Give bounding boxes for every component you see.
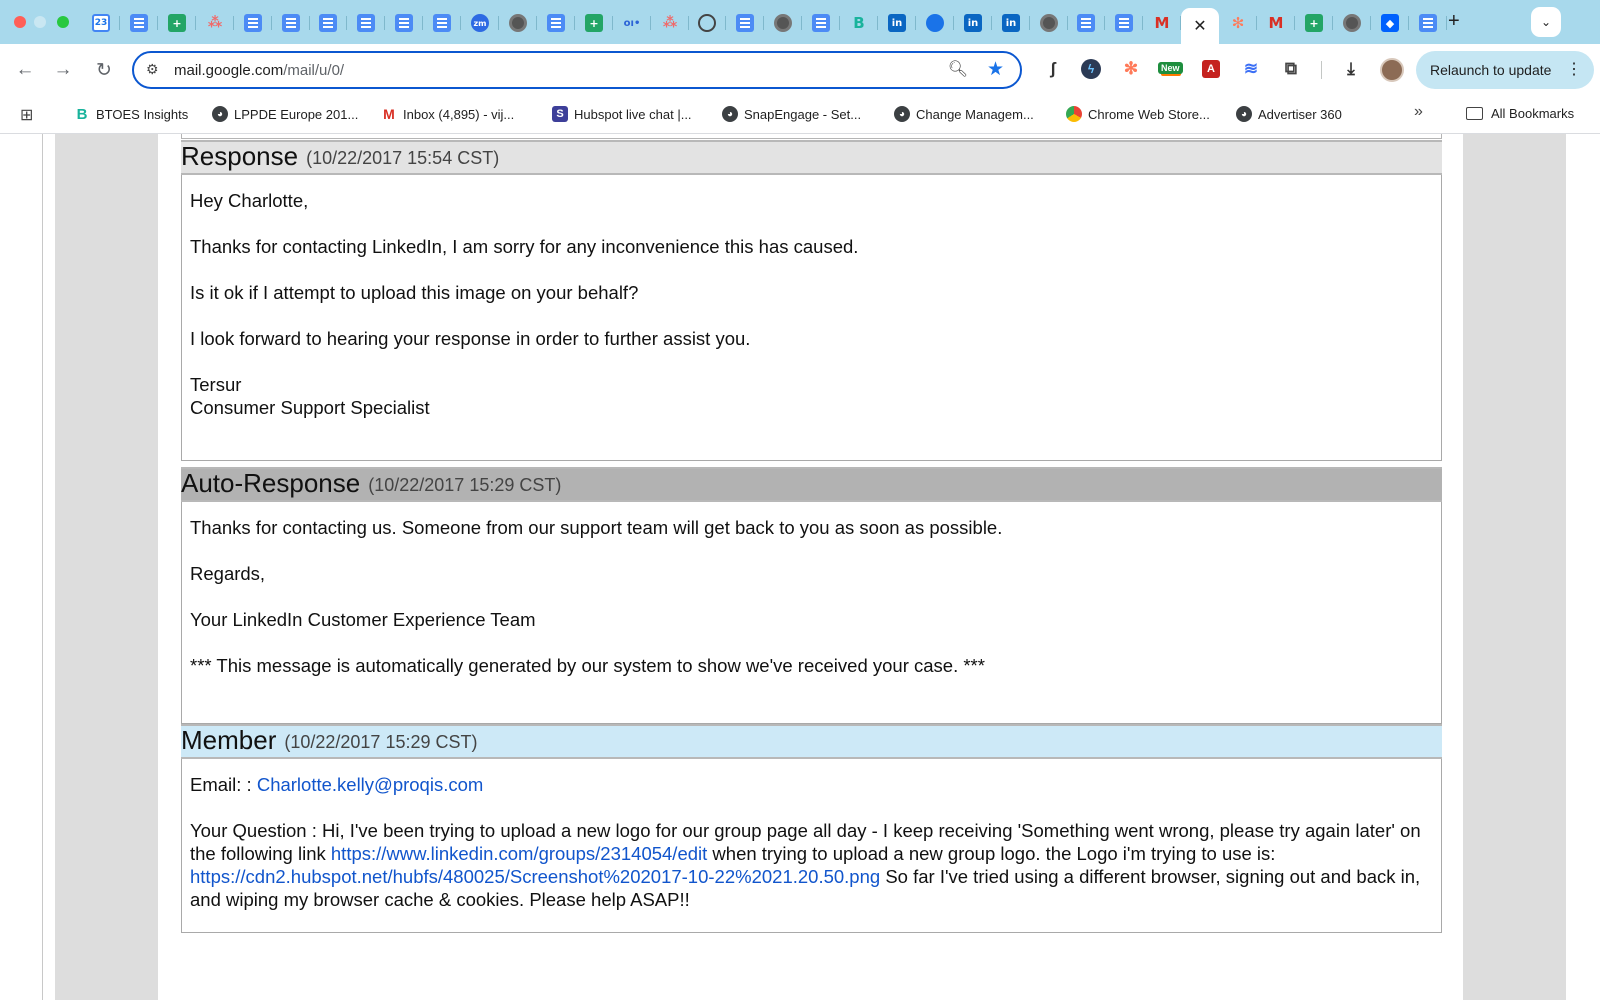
response-line-1: Thanks for contacting LinkedIn, I am sorry for any inconvenience this has caused.	[190, 236, 859, 257]
asana-icon: ⁂	[662, 15, 678, 31]
browser-tab[interactable]	[613, 8, 651, 38]
tab-separator	[1446, 16, 1447, 30]
bt-icon: B	[76, 105, 88, 123]
auto-response-line-4: *** This message is automatically generated by our system to show we've received your case. ***	[190, 655, 985, 676]
email-label: Email: :	[190, 774, 252, 795]
linkedin-icon: in	[888, 14, 906, 32]
browser-tab[interactable]	[1030, 8, 1068, 38]
globe-icon: ◕	[894, 106, 910, 122]
reload-icon: ↻	[96, 59, 112, 81]
hubspot-icon: ✻	[1231, 14, 1245, 32]
gmail-icon: M	[383, 106, 395, 122]
audio-wave-extension-icon[interactable]: ≋	[1243, 59, 1259, 78]
browser-tab[interactable]	[726, 8, 764, 38]
browser-tab[interactable]	[234, 8, 272, 38]
response-line-2: Is it ok if I attempt to upload this image on your behalf?	[190, 282, 639, 303]
url-host: mail.google.com	[174, 62, 284, 79]
asana-icon: ⁂	[207, 15, 223, 31]
folder-icon	[1466, 107, 1483, 120]
globe-icon: ◕	[722, 106, 738, 122]
maximize-window-button[interactable]	[57, 16, 69, 28]
forward-button[interactable]	[50, 57, 76, 83]
response-signature-title: Consumer Support Specialist	[190, 397, 430, 418]
browser-tab[interactable]	[537, 8, 575, 38]
browser-tab[interactable]	[1257, 8, 1295, 38]
auto-response-section	[181, 467, 1442, 724]
google-docs-icon	[736, 14, 754, 32]
url-text[interactable]	[174, 62, 344, 79]
hs-icon: S	[552, 106, 568, 122]
auto-response-date: (10/22/2017 15:29 CST)	[368, 475, 562, 495]
extensions-puzzle-icon[interactable]: ⧉	[1284, 59, 1298, 78]
relaunch-to-update-button[interactable]	[1416, 51, 1594, 89]
toolbar-separator	[1321, 61, 1322, 79]
browser-tab[interactable]	[992, 8, 1030, 38]
linkedin-icon: in	[1002, 14, 1020, 32]
browser-tab[interactable]	[272, 8, 310, 38]
bookmark-label: SnapEngage - Set...	[744, 106, 862, 122]
browser-tab[interactable]	[82, 8, 120, 38]
bookmark-item[interactable]	[552, 106, 692, 122]
browser-tab[interactable]	[840, 8, 878, 38]
bookmark-item[interactable]	[381, 106, 514, 122]
safari-icon	[926, 14, 944, 32]
auto-response-body	[181, 502, 1442, 724]
auto-response-header	[181, 467, 1442, 502]
browser-tab[interactable]	[1409, 8, 1447, 38]
lightning-extension-icon[interactable]: ϟ	[1078, 56, 1104, 82]
more-bookmarks-icon[interactable]: »	[1414, 103, 1423, 120]
browser-tab[interactable]	[385, 8, 423, 38]
browser-tab[interactable]	[916, 8, 954, 38]
address-bar[interactable]	[132, 51, 1022, 89]
bookmark-label: Advertiser 360	[1258, 106, 1342, 122]
google-docs-icon	[433, 14, 451, 32]
member-body	[181, 759, 1442, 933]
member-header	[181, 724, 1442, 759]
browser-tab[interactable]	[1143, 8, 1181, 38]
bookmark-item[interactable]	[74, 106, 188, 122]
browser-tab[interactable]	[688, 8, 726, 38]
linkedin-icon: in	[964, 14, 982, 32]
fingerprint-extension-icon[interactable]: ʃ	[1050, 59, 1056, 78]
browser-tab[interactable]	[764, 8, 802, 38]
globe-icon: ◕	[1236, 106, 1252, 122]
google-docs-icon	[1419, 14, 1437, 32]
browser-tab[interactable]	[309, 8, 347, 38]
minimize-window-button[interactable]	[34, 16, 46, 28]
response-title: Response	[181, 141, 299, 171]
bookmark-item[interactable]	[894, 106, 1034, 122]
browser-tab[interactable]	[1067, 8, 1105, 38]
response-section	[181, 140, 1442, 461]
dropbox-icon: ◆	[1381, 14, 1399, 32]
google-docs-icon	[319, 14, 337, 32]
member-section	[181, 724, 1442, 933]
browser-tab[interactable]	[499, 8, 537, 38]
bookmark-label: Hubspot live chat |...	[574, 106, 692, 122]
url-path: /mail/u/0/	[283, 62, 345, 79]
zoom-icon: zm	[471, 14, 489, 32]
browser-tab[interactable]	[1295, 8, 1333, 38]
google-docs-icon	[357, 14, 375, 32]
close-icon[interactable]: ✕	[1193, 18, 1207, 35]
browser-tab[interactable]	[802, 8, 840, 38]
chrome-icon	[509, 14, 527, 32]
member-date: (10/22/2017 15:29 CST)	[284, 732, 478, 752]
google-docs-icon	[812, 14, 830, 32]
response-signature-name: Tersur	[190, 374, 242, 395]
browser-tab[interactable]	[347, 8, 385, 38]
bookmark-item[interactable]	[1066, 106, 1210, 122]
bookmark-item[interactable]	[212, 106, 358, 122]
member-question	[190, 819, 1433, 911]
browser-toolbar	[0, 44, 1600, 96]
gmail-icon: M	[1268, 14, 1284, 32]
response-date: (10/22/2017 15:54 CST)	[306, 148, 500, 168]
pdf-extension-icon[interactable]: A	[1198, 56, 1224, 82]
auto-response-title: Auto-Response	[181, 468, 361, 498]
browser-tab[interactable]	[461, 8, 499, 38]
browser-tab[interactable]	[1219, 8, 1257, 38]
btoes-icon: B	[853, 14, 865, 32]
zoom-icon[interactable]: 🔍︎	[947, 61, 968, 78]
google-docs-icon	[547, 14, 565, 32]
group-edit-link[interactable]: https://www.linkedin.com/groups/2314054/edit	[330, 843, 708, 864]
google-docs-icon	[244, 14, 262, 32]
browser-tab[interactable]	[423, 8, 461, 38]
apps-grid-icon[interactable]: ⊞	[20, 107, 34, 124]
bookmark-label: Chrome Web Store...	[1088, 106, 1210, 122]
bookmarks-bar	[0, 96, 1600, 134]
google-sheets-icon: +	[585, 14, 603, 32]
browser-tab[interactable]	[1105, 8, 1143, 38]
question-text-2: when trying to upload a new group logo. the Logo i'm trying to use is:	[712, 843, 1276, 864]
profile-avatar[interactable]	[1380, 58, 1404, 82]
gmail-icon: M	[1154, 14, 1170, 32]
left-rail-divider	[42, 134, 43, 1000]
screenshot-link[interactable]: https://cdn2.hubspot.net/hubfs/480025/Screenshot%202017-10-22%2021.20.50.png	[190, 866, 881, 887]
chrome-icon	[1343, 14, 1361, 32]
back-button[interactable]	[12, 57, 38, 83]
all-bookmarks-button[interactable]	[1466, 106, 1574, 121]
chrome-icon	[774, 14, 792, 32]
response-line-3: I look forward to hearing your response in order to further assist you.	[190, 328, 751, 349]
openai-icon	[698, 14, 716, 32]
browser-tab[interactable]	[1371, 8, 1409, 38]
bookmark-label: Change Managem...	[916, 106, 1034, 122]
google-sheets-icon: +	[1305, 14, 1323, 32]
site-settings-icon[interactable]: ⚙	[146, 61, 159, 77]
google-docs-icon	[282, 14, 300, 32]
bookmark-item[interactable]	[722, 106, 861, 122]
browser-tab[interactable]	[651, 8, 689, 38]
arrow-right-icon: →	[53, 59, 73, 80]
google-docs-icon	[1115, 14, 1133, 32]
auto-response-line-3: Your LinkedIn Customer Experience Team	[190, 609, 536, 630]
more-vert-icon: ⋮	[1566, 61, 1582, 78]
member-email-line	[190, 773, 1433, 796]
question-text-3: So far I've tried using a different browser, signing out and back in, and wiping my browser cache & cookies. Please help ASAP!!	[190, 866, 1421, 910]
bookmark-item[interactable]	[1236, 106, 1342, 122]
arrow-left-icon: ←	[15, 59, 35, 80]
hubspot-extension-icon[interactable]: ✻	[1123, 59, 1139, 78]
otter-icon: oı•	[623, 17, 641, 29]
browser-tab[interactable]	[196, 8, 234, 38]
browser-tab[interactable]	[878, 8, 916, 38]
google-docs-icon	[1077, 14, 1095, 32]
response-header	[181, 140, 1442, 175]
relaunch-label: Relaunch to update	[1430, 62, 1552, 78]
browser-tab[interactable]	[158, 8, 196, 38]
response-greeting: Hey Charlotte,	[190, 190, 309, 211]
google-docs-icon	[130, 14, 148, 32]
chrome-icon	[1040, 14, 1058, 32]
auto-response-line-2: Regards,	[190, 563, 266, 584]
bookmark-star-icon[interactable]: ★	[986, 59, 1004, 80]
tab-search-button[interactable]	[1531, 7, 1561, 37]
download-icon[interactable]: ⤓	[1347, 59, 1355, 78]
question-text-1: Your Question : Hi, I've been trying to upload a new logo for our group page all day - I keep receiving 'Something went wrong, please try again later' on the following link	[190, 820, 1421, 864]
response-body	[181, 175, 1442, 461]
google-calendar-icon: 23	[92, 14, 110, 32]
browser-tab[interactable]	[120, 8, 158, 38]
previous-section-bottom	[181, 134, 1442, 139]
rainbow-icon	[1066, 106, 1082, 122]
chevron-down-icon: ⌄	[1540, 15, 1552, 29]
tab-strip	[0, 0, 1600, 44]
auto-response-line-1: Thanks for contacting us. Someone from our support team will get back to you as soon as possible.	[190, 517, 1003, 538]
globe-icon: ◕	[212, 106, 228, 122]
member-email-link[interactable]: Charlotte.kelly@proqis.com	[256, 774, 484, 795]
member-title: Member	[181, 725, 277, 755]
browser-tab[interactable]	[575, 8, 613, 38]
bookmark-label: BTOES Insights	[96, 106, 189, 122]
active-tab[interactable]	[1181, 8, 1219, 44]
bookmark-label: LPPDE Europe 201...	[234, 106, 359, 122]
new-tab-button[interactable]: +	[1448, 10, 1460, 32]
reload-button[interactable]	[91, 57, 117, 83]
extension-new-badge: New	[1158, 62, 1183, 74]
close-window-button[interactable]	[14, 16, 26, 28]
browser-tab[interactable]	[954, 8, 992, 38]
all-bookmarks-label: All Bookmarks	[1491, 106, 1575, 121]
browser-tab[interactable]	[1333, 8, 1371, 38]
bookmark-label: Inbox (4,895) - vij...	[403, 106, 515, 122]
google-docs-icon	[395, 14, 413, 32]
google-sheets-icon: +	[168, 14, 186, 32]
page-content	[0, 134, 1600, 1000]
